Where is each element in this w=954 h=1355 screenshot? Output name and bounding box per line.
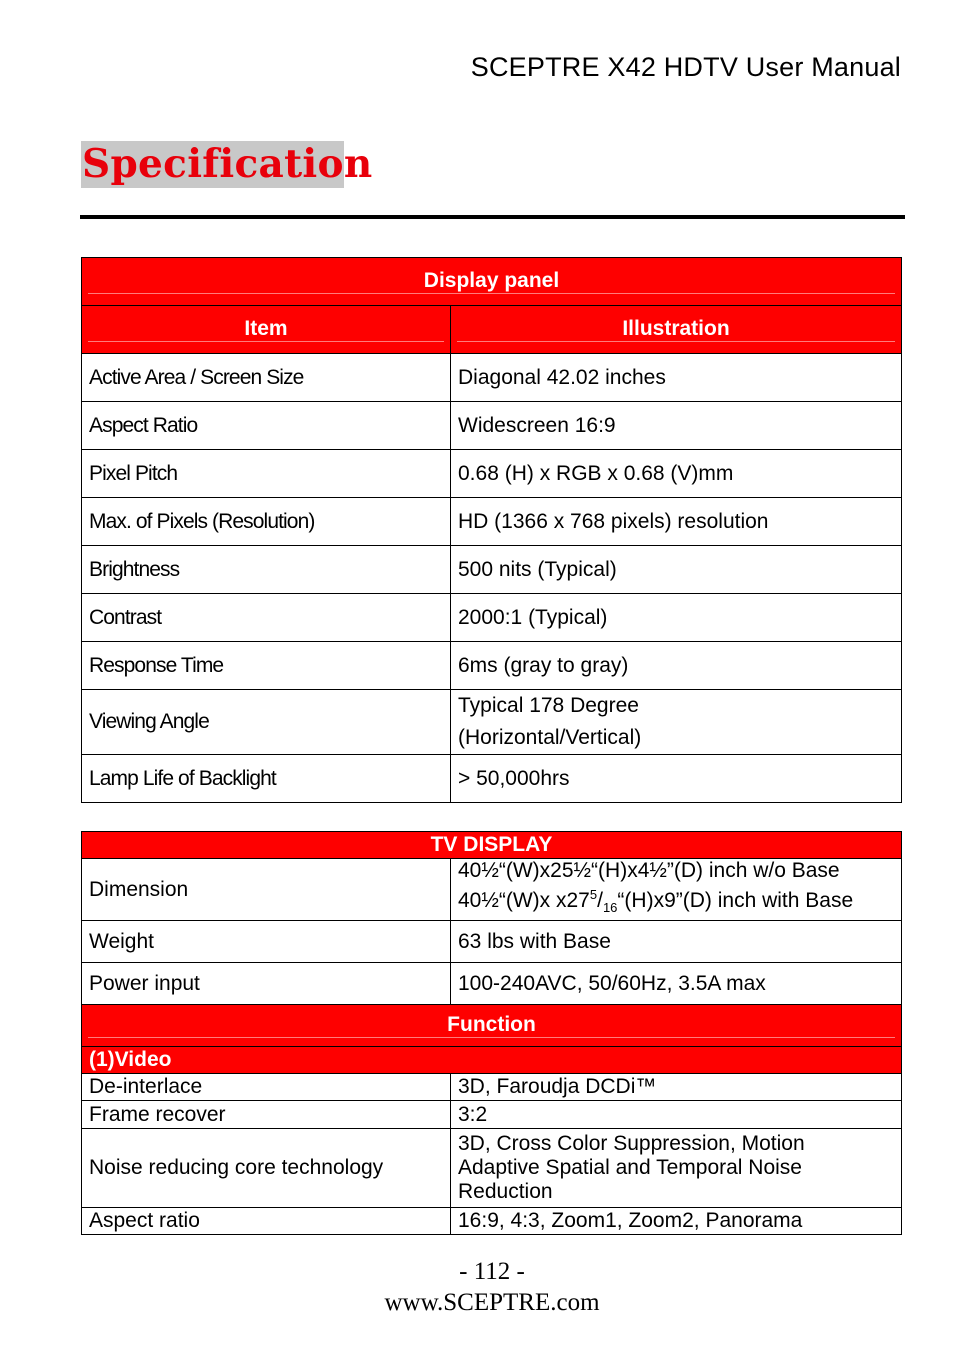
fraction-numerator: 5: [589, 887, 598, 902]
spec-item: Lamp Life of Backlight: [82, 755, 451, 803]
spec-value: 3:2: [451, 1101, 902, 1129]
spec-value: 100-240AVC, 50/60Hz, 3.5A max: [451, 963, 902, 1005]
spec-item: Viewing Angle: [82, 690, 451, 755]
table-row: [82, 642, 902, 690]
spec-item: Dimension: [82, 859, 451, 921]
spec-item: Pixel Pitch: [82, 450, 451, 498]
fraction-denominator: 16: [602, 900, 618, 916]
display-panel-title: Display panel: [82, 258, 902, 306]
spec-value: Diagonal 42.02 inches: [451, 354, 902, 402]
display-panel-table: [81, 257, 902, 803]
table-row: [82, 921, 902, 963]
spec-item: Max. of Pixels (Resolution): [82, 498, 451, 546]
spec-value: 3D, Faroudja DCDi™: [451, 1074, 902, 1101]
table-row: [82, 690, 902, 755]
table-row: [82, 354, 902, 402]
spec-value: Widescreen 16:9: [451, 402, 902, 450]
column-header-illustration: Illustration: [451, 306, 902, 354]
spec-value: [451, 1129, 902, 1208]
column-header-item: Item: [82, 306, 451, 354]
spec-value-line: Reduction: [458, 1180, 553, 1204]
spec-value: 16:9, 4:3, Zoom1, Zoom2, Panorama: [451, 1208, 902, 1235]
spec-value: HD (1366 x 768 pixels) resolution: [451, 498, 902, 546]
spec-item: Contrast: [82, 594, 451, 642]
table-row: [82, 963, 902, 1005]
spec-value-line: 40½“(W)x25½“(H)x4½”(D) inch w/o Base: [458, 859, 840, 882]
spec-item: Weight: [82, 921, 451, 963]
spec-item: Brightness: [82, 546, 451, 594]
spec-value: 6ms (gray to gray): [451, 642, 902, 690]
spec-value: > 50,000hrs: [451, 755, 902, 803]
spec-value-line: Adaptive Spatial and Temporal Noise: [458, 1156, 802, 1180]
footer-url: www.SCEPTRE.com: [384, 1289, 600, 1316]
table-row: [82, 859, 902, 921]
spec-item: Aspect Ratio: [82, 402, 451, 450]
table-row: [82, 498, 902, 546]
table-row: [82, 546, 902, 594]
spec-value: 2000:1 (Typical): [451, 594, 902, 642]
table-row: [82, 1208, 902, 1235]
heading-rule: [80, 215, 905, 219]
table-row: [82, 1129, 902, 1208]
spec-value: [451, 859, 902, 921]
spec-value-line: (Horizontal/Vertical): [458, 726, 642, 749]
tv-display-table: [81, 831, 902, 1235]
spec-value: 500 nits (Typical): [451, 546, 902, 594]
table-row: [82, 755, 902, 803]
spec-item: Frame recover: [82, 1101, 451, 1129]
spec-value-line: 40½“(W)x $x27^5/_{16}“(H)x9”(D)$ inch with Base: [458, 887, 854, 916]
spec-item: Response Time: [82, 642, 451, 690]
spec-value: 0.68 (H) x RGB x 0.68 (V)mm: [451, 450, 902, 498]
spec-item: Aspect ratio: [82, 1208, 451, 1235]
spec-value: 63 lbs with Base: [451, 921, 902, 963]
spec-item: De-interlace: [82, 1074, 451, 1101]
table-row: [82, 402, 902, 450]
spec-value-line: Typical 178 Degree: [458, 694, 639, 717]
tv-display-title: TV DISPLAY: [82, 832, 902, 859]
page-number: - 112 -: [459, 1258, 525, 1285]
manual-title: SCEPTRE X42 HDTV User Manual: [470, 52, 901, 82]
table-row: [82, 1101, 902, 1129]
function-title: Function: [82, 1005, 902, 1047]
table-row: [82, 594, 902, 642]
spec-value-line: 3D, Cross Color Suppression, Motion: [458, 1132, 805, 1156]
spec-item: Power input: [82, 963, 451, 1005]
table-row: [82, 1074, 902, 1101]
spec-item: Noise reducing core technology: [82, 1129, 451, 1208]
table-row: [82, 450, 902, 498]
video-section-title: (1)Video: [82, 1047, 902, 1074]
spec-item: Active Area / Screen Size: [82, 354, 451, 402]
page-heading: Specification: [82, 141, 373, 187]
spec-value: [451, 690, 902, 755]
